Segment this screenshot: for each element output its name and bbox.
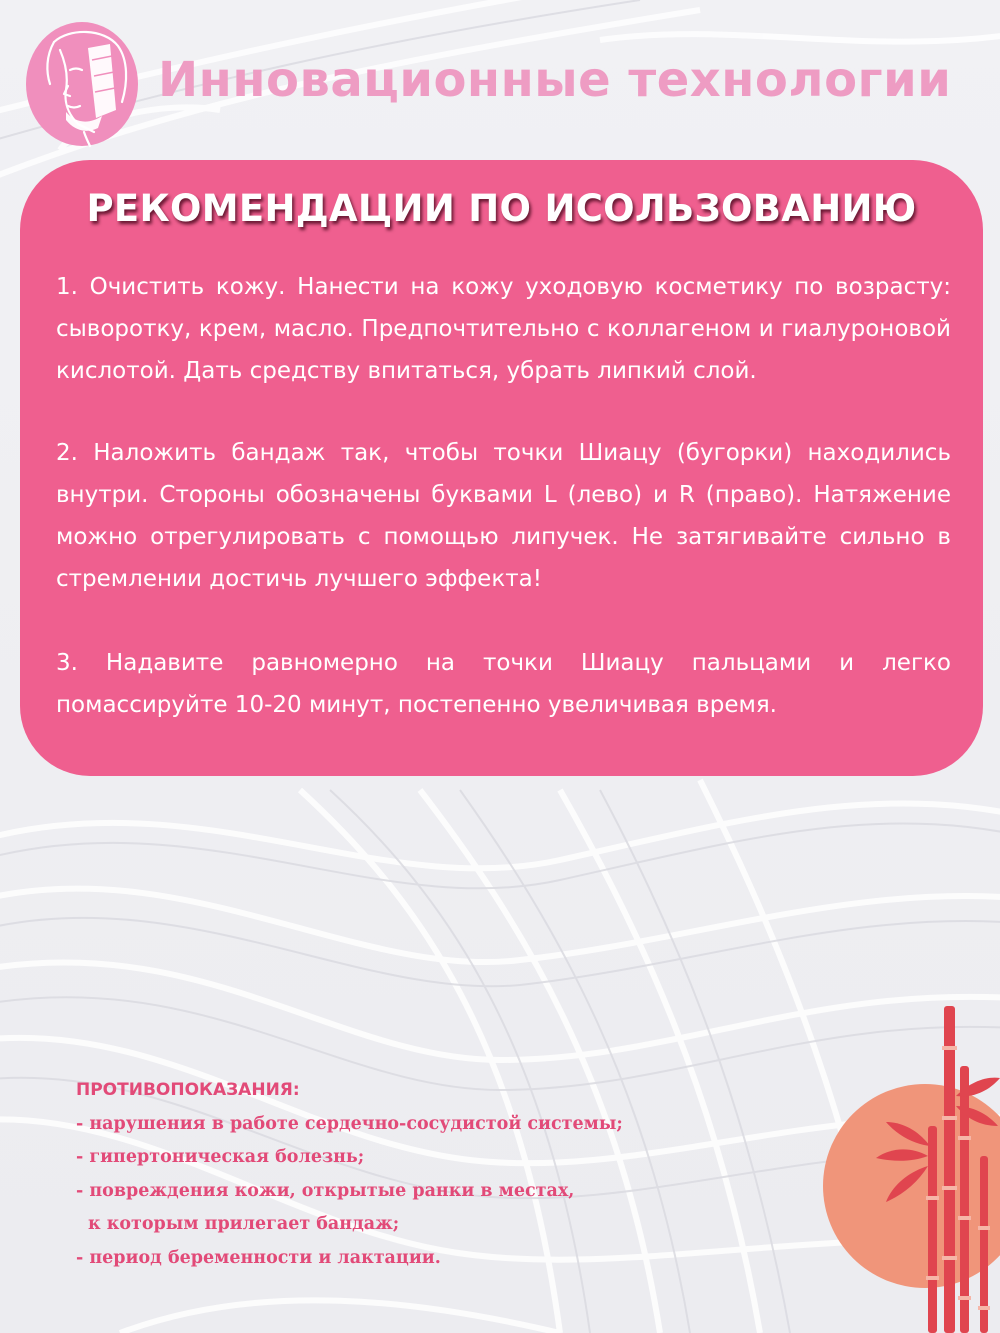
step-3-text: 3. Надавите равномерно на точки Шиацу пальцами и легко помассируйте 10-20 минут, постепенно увеличивая время.: [56, 650, 951, 718]
recommendations-heading: РЕКОМЕНДАЦИИ ПО ИСОЛЬЗОВАНИЮ: [86, 187, 917, 230]
recommendations-card: [20, 160, 983, 776]
contraindication-item: - период беременности и лактации.: [76, 1247, 441, 1268]
woman-face-bandage-icon: [24, 20, 140, 148]
step-2-text: 2. Наложить бандаж так, чтобы точки Шиацу (бугорки) находились внутри. Стороны обозначены буквами L (лево) и R (право). Натяжение можно отрегулировать с помощью липучек. Не затягивайте сильно в стремлении достичь лучшего эффекта!: [56, 440, 951, 592]
contraindication-item: к которым прилегает бандаж;: [88, 1214, 400, 1234]
contraindication-item: - повреждения кожи, открытые ранки в местах,: [76, 1180, 575, 1201]
brand-title: Инновационные технологии: [158, 52, 952, 108]
contraindications-title: ПРОТИВОПОКАЗАНИЯ:: [76, 1080, 300, 1100]
brand-logo: [24, 20, 140, 148]
contraindication-item: - гипертоническая болезнь;: [76, 1147, 365, 1167]
bamboo-sun-icon: [810, 1006, 1000, 1333]
contraindication-item: - нарушения в работе сердечно-сосудистой системы;: [76, 1113, 623, 1134]
contraindications-block: [76, 1074, 623, 1275]
step-1-text: 1. Очистить кожу. Нанести на кожу уходовую косметику по возрасту: сыворотку, крем, масло. Предпочтительно с коллагеном и гиалуроновой кислотой. Дать средству впитаться, убрать липкий слой.: [56, 274, 951, 384]
